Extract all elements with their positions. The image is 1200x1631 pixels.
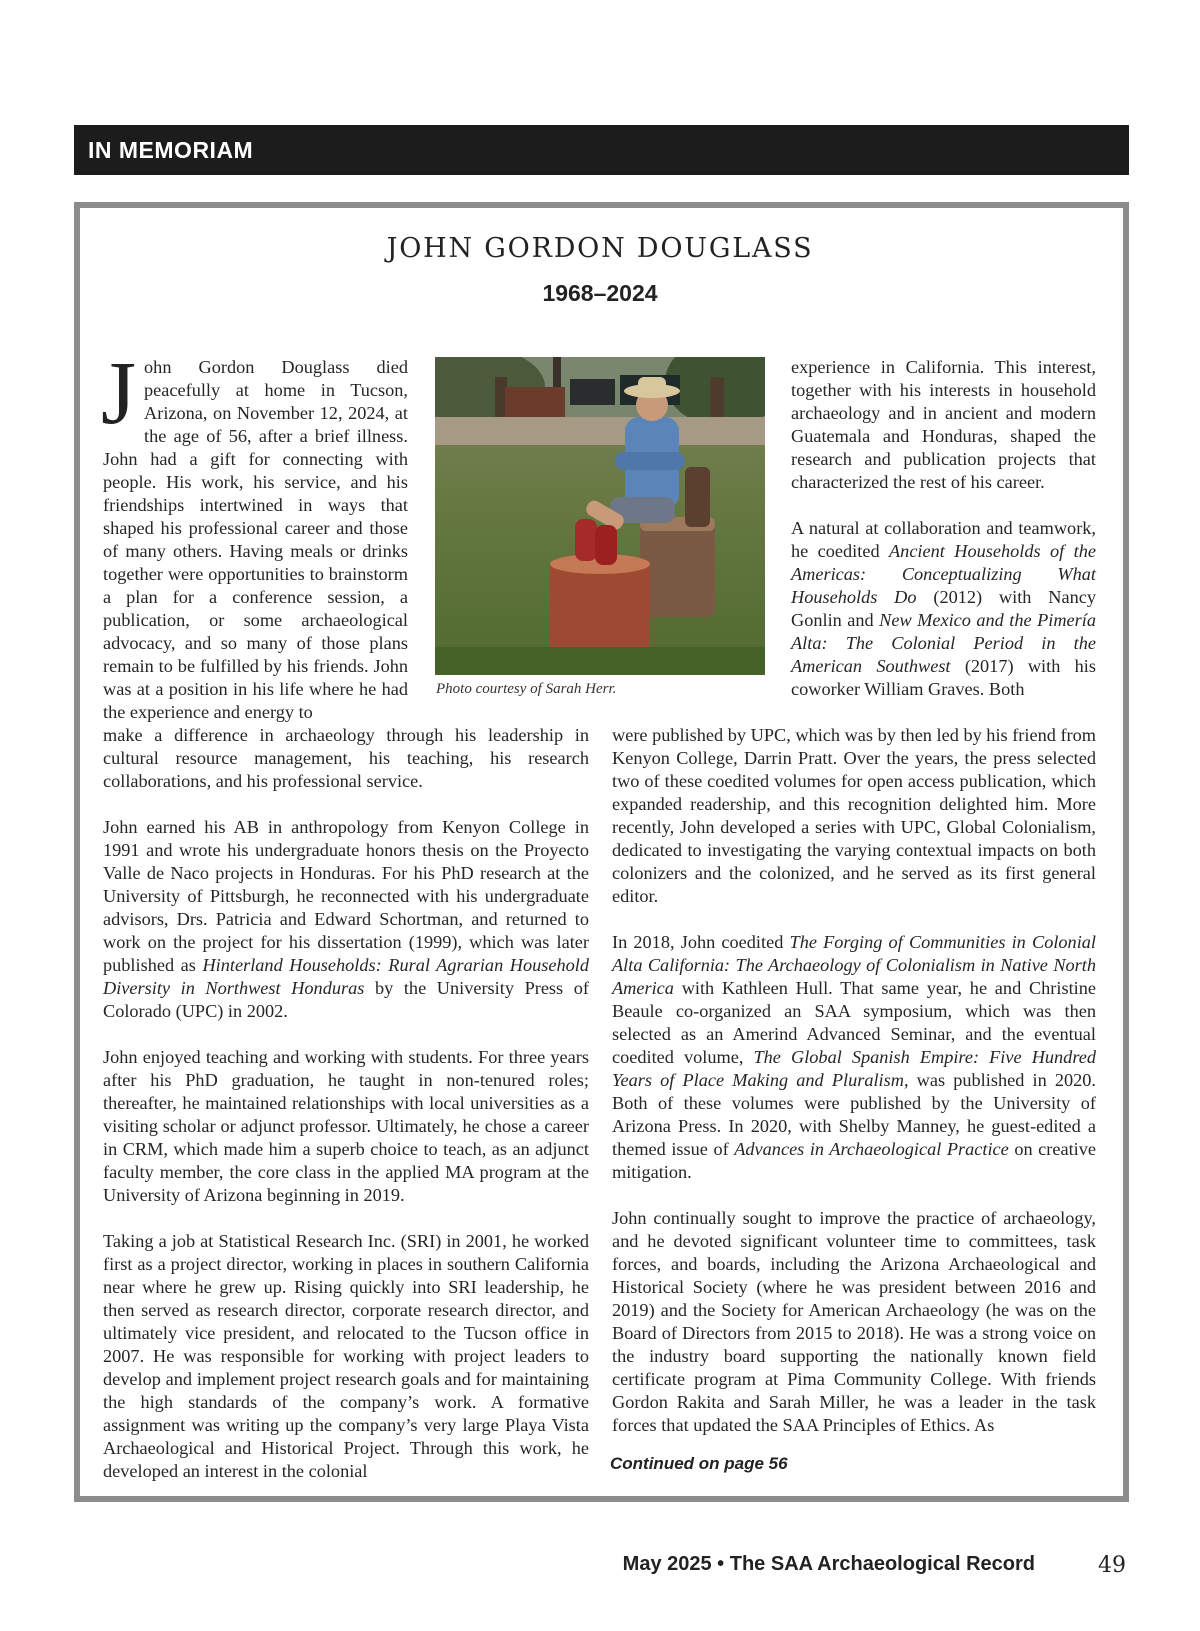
paragraph-teaching: John enjoyed teaching and working with students. For three years after his PhD graduation, he taught in non-tenured roles; thereafter, he maintained relationships with local universities as a visiting scholar or adjunct professor. Ultimately, he chose a career in CRM, which made him a superb choice to teach, as an adjunct faculty member, the core class in the applied MA program at the University of Arizona beginning in 2019. — [103, 1047, 589, 1205]
memorial-photo — [435, 357, 765, 675]
page-number: 49 — [1098, 1553, 1126, 1578]
paragraph-sri: Taking a job at Statistical Research Inc. (SRI) in 2001, he worked first as a project director, working in places in southern California near where he grew up. Rising quickly into SRI leadership, he then served as research director, corporate research director, and ultimately vice president, and relocated to the Tucson office in 2007. He was responsible for working with project leaders to develop and implement project research goals and for maintaining the high standards of the company’s work. A formative assignment was writing up the company’s very large Playa Vista Archaeological and Historical Project. Through this work, he developed an interest in the colonial — [103, 1231, 589, 1481]
paragraph-service: John continually sought to improve the practice of archaeology, and he devoted significant volunteer time to committees, task forces, and boards, including the Arizona Archaeological and Historical Society (where he was president between 2016 and 2019) and the Society for American Archaeology (he was on the Board of Directors from 2015 to 2018). He was a strong voice on the industry board supporting the nationally known field certificate program at Pima Community College. With friends Gordon Rakita and Sarah Miller, he was a leader in the task forces that updated the SAA Principles of Ethics. As — [612, 1208, 1096, 1435]
left-column — [103, 724, 589, 1506]
right-column-top — [791, 356, 1096, 701]
paragraph-sri-continued: experience in California. This interest, together with his interests in household archaeology and in ancient and modern Guatemala and Honduras, shaped the research and publication projects that characterized the rest of his career. — [791, 357, 1096, 492]
paragraph-2018: In 2018, John coedited The Forging of Communities in Colonial Alta California: The Archaeology of Colonialism in Native North America with Kathleen Hull. That same year, he and Christine Beaule co-organized an SAA symposium, which was then selected as an Amerind Advanced Seminar, and the eventual coedited volume, The Global Spanish Empire: Five Hundred Years of Place Making and Pluralism, was published in 2020. Both of these volumes were published by the University of Arizona Press. In 2020, with Shelby Manney, he guest-edited a themed issue of Advances in Archaeological Practice on creative mitigation. — [612, 932, 1097, 1182]
intro-text: ohn Gordon Douglass died peacefully at home in Tucson, Arizona, on November 12, 2024, at the age of 56, after a brief illness. John had a gift for connecting with people. His work, his service, and his friendships intertwined in ways that shaped his professional career and those of many others. Having meals or drinks together were opportunities to brainstorm a plan for a conference session, a publication, or some archaeological advocacy, and so many of those plans remain to be fulfilled by his friends. John was at a position in his life where he had the experience and energy to — [103, 357, 408, 722]
drop-cap: J — [101, 344, 137, 443]
continued-link[interactable]: Continued on page 56 — [610, 1454, 788, 1473]
paragraph-collaboration: A natural at collaboration and teamwork, he coedited Ancient Households of the Americas: Conceptualizing What Households Do (2012) with Nancy Gonlin and New Mexico and the Pimería Alta: The Colonial Period in the American Southwest (2017) with his coworker William Graves. Both — [791, 518, 1096, 699]
footer-issue: May 2025 • The SAA Archaeological Record — [622, 1553, 1035, 1575]
article-title: JOHN GORDON DOUGLASS — [386, 233, 814, 264]
photo-illustration — [435, 357, 765, 675]
paragraph-education: John earned his AB in anthropology from Kenyon College in 1991 and wrote his undergraduate honors thesis on the Proyecto Valle de Naco projects in Honduras. For his PhD research at the University of Pittsburgh, he reconnected with his undergraduate advisors, Drs. Patricia and Edward Schortman, and returned to work on the project for his dissertation (1999), which was later published as Hinterland Households: Rural Agrarian Household Diversity in Northwest Honduras by the University Press of Colorado (UPC) in 2002. — [103, 817, 589, 1021]
paragraph-collaboration-tail: were published by UPC, which was by then led by his friend from Kenyon College, Darrin Pratt. Over the years, the press selected two of these coedited volumes for open access publication, which expanded readership, and this recognition delighted him. More recently, John developed a series with UPC, Global Colonialism, dedicated to investigating the varying contextual impacts on both colonizers and the colonized, and he served as its first general editor. — [612, 725, 1096, 906]
intro-paragraph — [101, 344, 408, 724]
life-years: 1968–2024 — [542, 280, 658, 306]
photo-caption: Photo courtesy of Sarah Herr. — [436, 681, 617, 697]
paragraph-1-tail: make a difference in archaeology through his leadership in cultural resource management, his teaching, his research collaborations, and his professional service. — [103, 725, 589, 791]
right-column — [612, 724, 1096, 1460]
section-banner: IN MEMORIAM — [74, 125, 1129, 175]
